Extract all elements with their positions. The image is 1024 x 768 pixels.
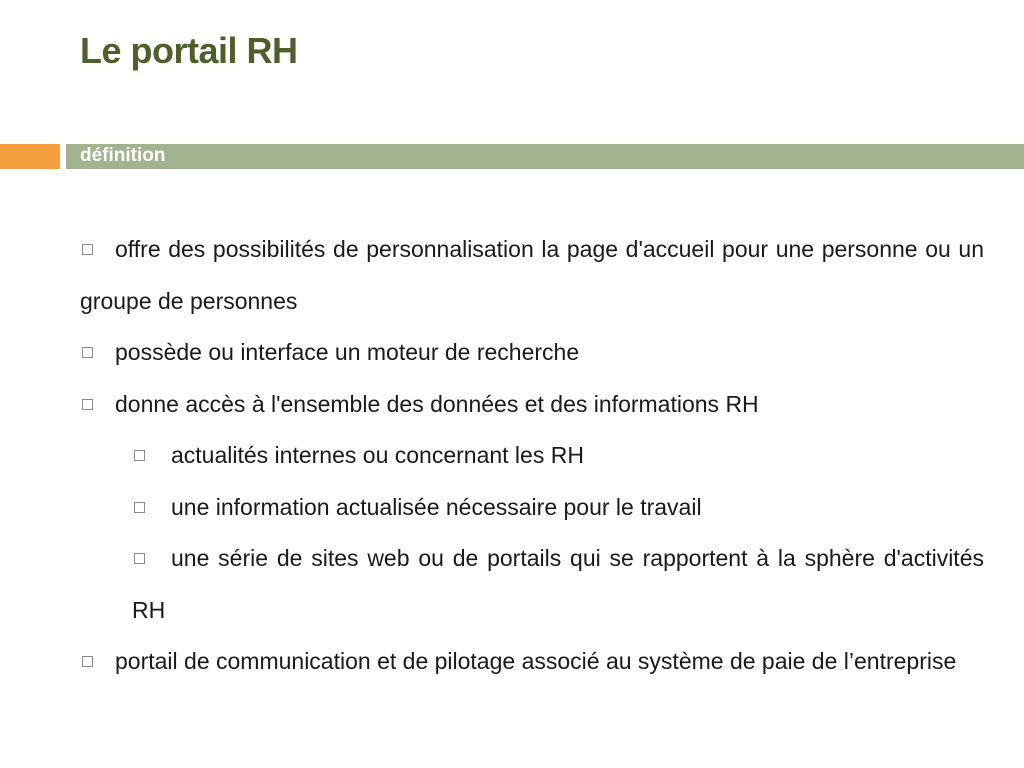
list-item-text: possède ou interface un moteur de recherche <box>115 339 580 365</box>
sub-list-item <box>80 430 984 482</box>
sub-list-item-text: une information actualisée nécessaire pour le travail <box>171 493 702 520</box>
list-item-text: portail de communication et de pilotage associé au système de paie de l’entreprise <box>115 648 957 674</box>
section-label: définition <box>80 145 166 166</box>
list-item <box>80 327 984 379</box>
sub-list-item-text: actualités internes ou concernant les RH <box>171 442 584 468</box>
square-bullet-icon <box>134 553 145 564</box>
square-bullet-icon <box>82 399 93 410</box>
section-band <box>66 144 1024 169</box>
square-bullet-icon <box>82 347 93 358</box>
slide-title: Le portail RH <box>80 30 298 71</box>
sub-list-item <box>80 482 984 534</box>
sub-list-item-text: une série de sites web ou de portails qui se rapportent à la sphère d'activités RH <box>132 545 984 623</box>
square-bullet-icon <box>82 656 93 667</box>
orange-accent-block <box>0 144 60 169</box>
bullet-list <box>80 224 984 688</box>
sub-list-item <box>132 533 984 636</box>
list-item <box>80 636 984 688</box>
list-item-text: offre des possibilités de personnalisation la page d'accueil pour une personne ou un groupe de personnes <box>80 236 984 314</box>
square-bullet-icon <box>134 450 145 461</box>
list-item <box>80 379 984 431</box>
square-bullet-icon <box>82 244 93 255</box>
square-bullet-icon <box>134 502 145 513</box>
list-item <box>80 224 984 327</box>
list-item-text: donne accès à l'ensemble des données et des informations RH <box>115 390 759 417</box>
